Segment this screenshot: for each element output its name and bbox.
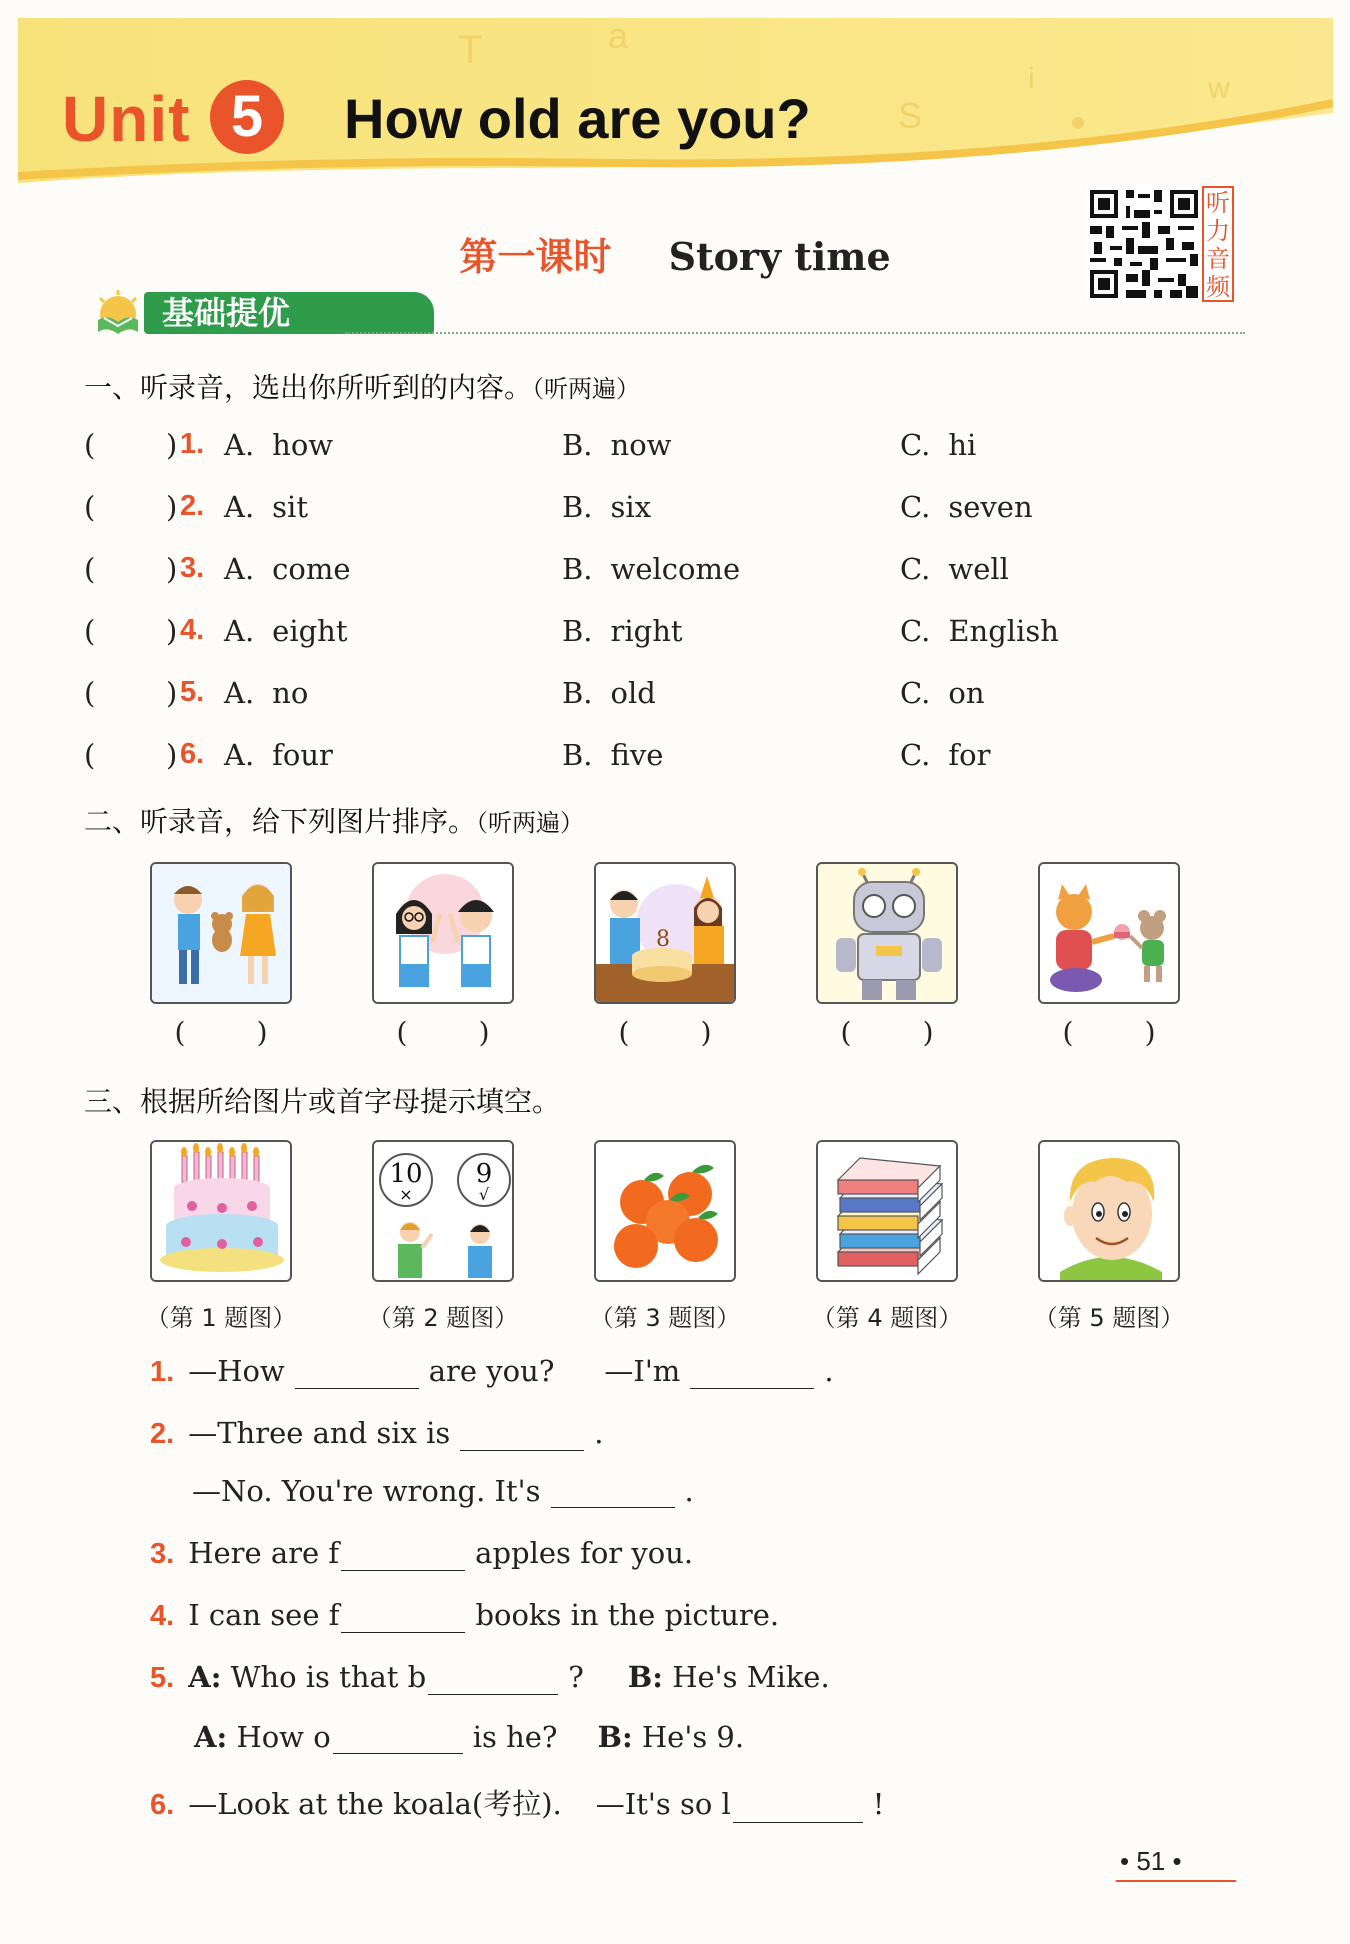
svg-text:S: S xyxy=(898,95,923,136)
q5-text-1: Who is that b xyxy=(230,1660,427,1694)
q-number: 4. xyxy=(150,1600,175,1632)
fill-q5 xyxy=(150,1660,830,1695)
order-answer-paren[interactable]: ( ) xyxy=(618,1016,712,1049)
picture-books xyxy=(816,1140,958,1282)
picture-caption: （第 3 题图） xyxy=(589,1304,741,1332)
fill-q6 xyxy=(150,1782,884,1823)
picture-cat-and-mouse xyxy=(1038,862,1180,1004)
q2-text-3: —No. You're wrong. It's xyxy=(192,1474,541,1508)
q2-text-2: . xyxy=(594,1416,604,1450)
option-b: B. welcome xyxy=(562,552,741,586)
choice-row xyxy=(84,676,1264,716)
answer-paren-open[interactable]: ( xyxy=(84,428,96,462)
q5-text-4: How o xyxy=(236,1720,331,1754)
order-answer-paren[interactable]: ( ) xyxy=(396,1016,490,1049)
option-a: A. sit xyxy=(224,490,308,524)
sun-book-icon xyxy=(88,290,144,336)
q1-text-2: are you? xyxy=(428,1354,555,1388)
q5-text-6: He's 9. xyxy=(641,1720,745,1754)
q5-speaker-b: B: xyxy=(627,1660,664,1694)
choice-row xyxy=(84,490,1264,530)
question-number: 3. xyxy=(180,552,205,584)
part2-heading-text: 二、听录音，给下列图片排序。 xyxy=(84,805,477,838)
q6-text-3: ! xyxy=(872,1787,885,1821)
fill-q5-line2 xyxy=(194,1720,744,1754)
q1-blank-2[interactable] xyxy=(690,1358,814,1389)
answer-paren-open[interactable]: ( xyxy=(84,552,96,586)
choice-row xyxy=(84,428,1264,468)
q-number: 5. xyxy=(150,1662,175,1694)
part1-heading-text: 一、听录音，选出你所听到的内容。 xyxy=(84,371,533,404)
picture-two-girls-waving xyxy=(372,862,514,1004)
q1-blank-1[interactable] xyxy=(295,1358,419,1389)
picture-birthday-eight xyxy=(594,862,736,1004)
q1-text-3: —I'm xyxy=(604,1354,681,1388)
q6-blank[interactable] xyxy=(733,1792,863,1823)
unit-word: Unit xyxy=(62,83,191,155)
answer-paren-open[interactable]: ( xyxy=(84,490,96,524)
q6-text-1: —Look at the koala(考拉). xyxy=(188,1787,562,1821)
picture-boy-face xyxy=(1038,1140,1180,1282)
fill-q2 xyxy=(150,1416,603,1451)
q5-text-2: ? xyxy=(568,1660,584,1694)
q5-text-3: He's Mike. xyxy=(672,1660,830,1694)
picture-caption: （第 1 题图） xyxy=(145,1304,297,1332)
picture-numbers xyxy=(372,1140,514,1282)
answer-paren-close: ) xyxy=(166,552,178,586)
option-c: C. on xyxy=(900,676,985,710)
q2-blank-1[interactable] xyxy=(460,1420,584,1451)
question-number: 1. xyxy=(180,428,205,460)
order-answer-paren[interactable]: ( ) xyxy=(840,1016,934,1049)
order-answer-paren[interactable]: ( ) xyxy=(1062,1016,1156,1049)
option-b: B. old xyxy=(562,676,656,710)
q5-text-5: is he? xyxy=(472,1720,558,1754)
q4-text-2: books in the picture. xyxy=(475,1598,780,1632)
page-number-underline xyxy=(1116,1880,1236,1882)
fill-q2-line2 xyxy=(192,1474,694,1508)
answer-paren-open[interactable]: ( xyxy=(84,738,96,772)
q6-text-2: —It's so l xyxy=(595,1787,731,1821)
option-a: A. four xyxy=(224,738,333,772)
option-a: A. how xyxy=(224,428,334,462)
unit-title: How old are you? xyxy=(344,87,811,150)
q-number: 6. xyxy=(150,1789,175,1821)
answer-paren-close: ) xyxy=(166,614,178,648)
choice-row xyxy=(84,738,1264,778)
picture-robot xyxy=(816,862,958,1004)
part2-note: （听两遍） xyxy=(476,809,585,837)
q5-blank-2[interactable] xyxy=(333,1723,463,1754)
section-divider xyxy=(345,332,1245,334)
question-number: 6. xyxy=(180,738,205,770)
q2-text-1: —Three and six is xyxy=(188,1416,451,1450)
picture-caption: （第 5 题图） xyxy=(1033,1304,1185,1332)
qr-code-graphic xyxy=(1086,186,1202,302)
picture-birthday-cake xyxy=(150,1140,292,1282)
lesson-title-cn: 第一课时 xyxy=(459,235,612,279)
svg-text:T: T xyxy=(458,28,483,72)
option-c: C. English xyxy=(900,614,1059,648)
option-c: C. seven xyxy=(900,490,1033,524)
picture-caption: （第 2 题图） xyxy=(367,1304,519,1332)
answer-paren-open[interactable]: ( xyxy=(84,614,96,648)
part3-heading: 三、根据所给图片或首字母提示填空。 xyxy=(84,1085,561,1118)
option-a: A. eight xyxy=(224,614,348,648)
option-c: C. for xyxy=(900,738,991,772)
lesson-title-en: Story time xyxy=(668,234,891,279)
q-number: 1. xyxy=(150,1356,175,1388)
choice-row xyxy=(84,614,1264,654)
svg-text:w: w xyxy=(1208,72,1230,105)
q4-blank[interactable] xyxy=(341,1602,465,1633)
option-a: A. no xyxy=(224,676,309,710)
fill-q3 xyxy=(150,1536,693,1571)
bubble-nine-mark: √ xyxy=(478,1185,490,1204)
svg-text:a: a xyxy=(608,18,629,56)
section-badge-label: 基础提优 xyxy=(144,292,434,334)
option-b: B. six xyxy=(562,490,652,524)
q3-text-1: Here are f xyxy=(188,1536,340,1570)
part1-note: （听两遍） xyxy=(532,375,641,403)
picture-boy-gives-teddy xyxy=(150,862,292,1004)
q4-text-1: I can see f xyxy=(188,1598,340,1632)
qr-code-icon[interactable] xyxy=(1086,186,1202,302)
option-c: C. hi xyxy=(900,428,977,462)
answer-paren-close: ) xyxy=(166,428,178,462)
q1-text-4: . xyxy=(824,1354,834,1388)
choice-row xyxy=(84,552,1264,592)
q-number: 2. xyxy=(150,1418,175,1450)
answer-paren-close: ) xyxy=(166,490,178,524)
bubble-ten-mark: × xyxy=(399,1185,413,1204)
q5-speaker-b2: B: xyxy=(597,1720,633,1754)
bubble-ten: 10 xyxy=(389,1159,423,1189)
option-b: B. right xyxy=(562,614,683,648)
q5-blank-1[interactable] xyxy=(428,1664,558,1695)
fill-q4 xyxy=(150,1598,779,1633)
question-number: 4. xyxy=(180,614,205,646)
q2-text-4: . xyxy=(684,1474,694,1508)
q3-blank[interactable] xyxy=(341,1540,465,1571)
option-b: B. now xyxy=(562,428,672,462)
bubble-nine: 9 xyxy=(475,1159,493,1189)
part1-heading xyxy=(84,366,640,406)
option-a: A. come xyxy=(224,552,351,586)
fill-q1 xyxy=(150,1354,834,1389)
page-number: • 51 • xyxy=(1120,1846,1182,1876)
q5-speaker-a: A: xyxy=(188,1660,222,1694)
svg-text:i: i xyxy=(1028,62,1035,95)
part2-heading xyxy=(84,800,584,840)
q1-text-1: —How xyxy=(188,1354,285,1388)
option-c: C. well xyxy=(900,552,1009,586)
q3-text-2: apples for you. xyxy=(475,1536,694,1570)
picture-caption: （第 4 题图） xyxy=(811,1304,963,1332)
order-answer-paren[interactable]: ( ) xyxy=(174,1016,268,1049)
svg-text:8: 8 xyxy=(656,927,670,952)
question-number: 2. xyxy=(180,490,205,522)
answer-paren-open[interactable]: ( xyxy=(84,676,96,710)
audio-tag[interactable]: 听力音频 xyxy=(1202,186,1234,302)
answer-paren-close: ) xyxy=(166,676,178,710)
q-number: 3. xyxy=(150,1538,175,1570)
answer-paren-close: ) xyxy=(166,738,178,772)
picture-oranges xyxy=(594,1140,736,1282)
q2-blank-2[interactable] xyxy=(551,1477,675,1508)
q5-speaker-a2: A: xyxy=(194,1720,228,1754)
unit-number-badge: 5 xyxy=(210,80,284,154)
question-number: 5. xyxy=(180,676,205,708)
option-b: B. five xyxy=(562,738,664,772)
